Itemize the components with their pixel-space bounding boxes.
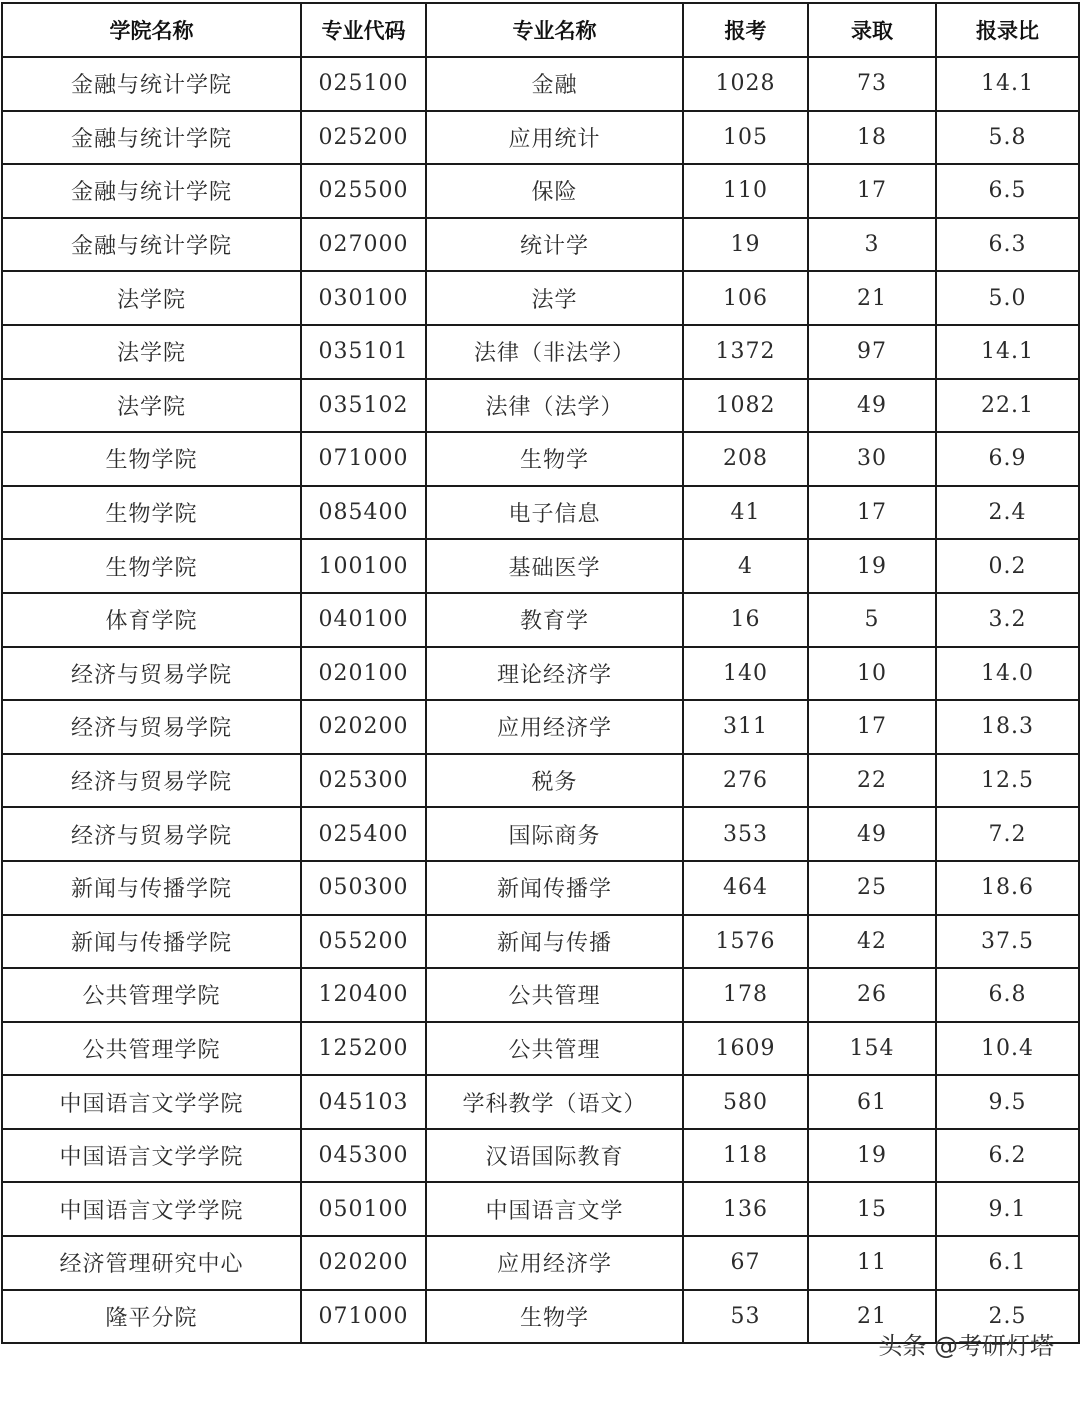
table-row <box>2 1022 1079 1076</box>
cell-admitted: 26 <box>808 968 936 1022</box>
cell-major-code: 020200 <box>301 1236 426 1290</box>
header-applicants: 报考 <box>683 3 808 57</box>
table-row <box>2 647 1079 701</box>
cell-major-name: 新闻与传播 <box>426 915 683 969</box>
cell-college: 中国语言文学学院 <box>2 1075 301 1129</box>
cell-major-name: 生物学 <box>426 1290 683 1344</box>
cell-applicants: 106 <box>683 271 808 325</box>
cell-admitted: 22 <box>808 754 936 808</box>
cell-admitted: 154 <box>808 1022 936 1076</box>
cell-ratio: 5.0 <box>936 271 1079 325</box>
cell-college: 金融与统计学院 <box>2 218 301 272</box>
cell-major-name: 教育学 <box>426 593 683 647</box>
cell-college: 体育学院 <box>2 593 301 647</box>
cell-applicants: 16 <box>683 593 808 647</box>
cell-ratio: 14.1 <box>936 57 1079 111</box>
cell-admitted: 19 <box>808 539 936 593</box>
cell-applicants: 178 <box>683 968 808 1022</box>
cell-applicants: 4 <box>683 539 808 593</box>
cell-admitted: 11 <box>808 1236 936 1290</box>
cell-major-name: 金融 <box>426 57 683 111</box>
cell-major-code: 030100 <box>301 271 426 325</box>
cell-college: 经济与贸易学院 <box>2 807 301 861</box>
cell-major-name: 保险 <box>426 164 683 218</box>
cell-major-name: 应用统计 <box>426 111 683 165</box>
cell-applicants: 53 <box>683 1290 808 1344</box>
table-row <box>2 968 1079 1022</box>
cell-major-code: 085400 <box>301 486 426 540</box>
cell-admitted: 21 <box>808 1290 936 1344</box>
table-row <box>2 1182 1079 1236</box>
table-row <box>2 1236 1079 1290</box>
header-ratio: 报录比 <box>936 3 1079 57</box>
cell-ratio: 9.5 <box>936 1075 1079 1129</box>
cell-applicants: 67 <box>683 1236 808 1290</box>
cell-major-name: 法律（非法学） <box>426 325 683 379</box>
cell-college: 法学院 <box>2 379 301 433</box>
cell-ratio: 18.6 <box>936 861 1079 915</box>
cell-ratio: 7.2 <box>936 807 1079 861</box>
cell-ratio: 18.3 <box>936 700 1079 754</box>
cell-applicants: 105 <box>683 111 808 165</box>
table-row <box>2 486 1079 540</box>
cell-major-code: 025400 <box>301 807 426 861</box>
cell-applicants: 1609 <box>683 1022 808 1076</box>
cell-college: 中国语言文学学院 <box>2 1129 301 1183</box>
cell-major-code: 035101 <box>301 325 426 379</box>
cell-college: 经济管理研究中心 <box>2 1236 301 1290</box>
cell-ratio: 22.1 <box>936 379 1079 433</box>
cell-applicants: 140 <box>683 647 808 701</box>
cell-major-name: 理论经济学 <box>426 647 683 701</box>
cell-major-name: 公共管理 <box>426 968 683 1022</box>
cell-admitted: 17 <box>808 486 936 540</box>
cell-applicants: 353 <box>683 807 808 861</box>
cell-major-code: 040100 <box>301 593 426 647</box>
table-row <box>2 593 1079 647</box>
cell-applicants: 110 <box>683 164 808 218</box>
cell-college: 生物学院 <box>2 539 301 593</box>
cell-college: 中国语言文学学院 <box>2 1182 301 1236</box>
cell-applicants: 208 <box>683 432 808 486</box>
cell-admitted: 21 <box>808 271 936 325</box>
cell-major-code: 025200 <box>301 111 426 165</box>
cell-ratio: 2.5 <box>936 1290 1079 1344</box>
table-row <box>2 754 1079 808</box>
cell-college: 金融与统计学院 <box>2 164 301 218</box>
cell-major-name: 税务 <box>426 754 683 808</box>
cell-major-name: 应用经济学 <box>426 1236 683 1290</box>
table-row <box>2 432 1079 486</box>
cell-college: 公共管理学院 <box>2 1022 301 1076</box>
cell-major-code: 027000 <box>301 218 426 272</box>
cell-ratio: 5.8 <box>936 111 1079 165</box>
cell-admitted: 97 <box>808 325 936 379</box>
cell-applicants: 311 <box>683 700 808 754</box>
cell-major-name: 中国语言文学 <box>426 1182 683 1236</box>
cell-major-name: 法律（法学） <box>426 379 683 433</box>
cell-admitted: 25 <box>808 861 936 915</box>
cell-major-name: 电子信息 <box>426 486 683 540</box>
cell-admitted: 10 <box>808 647 936 701</box>
table-row <box>2 1075 1079 1129</box>
header-admitted: 录取 <box>808 3 936 57</box>
cell-major-name: 学科教学（语文） <box>426 1075 683 1129</box>
cell-ratio: 37.5 <box>936 915 1079 969</box>
cell-admitted: 19 <box>808 1129 936 1183</box>
cell-major-code: 071000 <box>301 432 426 486</box>
cell-ratio: 2.4 <box>936 486 1079 540</box>
table-row <box>2 1129 1079 1183</box>
cell-major-code: 120400 <box>301 968 426 1022</box>
cell-ratio: 6.8 <box>936 968 1079 1022</box>
table-row <box>2 700 1079 754</box>
cell-applicants: 276 <box>683 754 808 808</box>
cell-college: 经济与贸易学院 <box>2 700 301 754</box>
cell-admitted: 3 <box>808 218 936 272</box>
cell-ratio: 6.9 <box>936 432 1079 486</box>
cell-major-name: 生物学 <box>426 432 683 486</box>
watermark: 头条 @考研灯塔 <box>878 1332 1054 1360</box>
cell-ratio: 6.5 <box>936 164 1079 218</box>
cell-applicants: 41 <box>683 486 808 540</box>
cell-major-code: 045103 <box>301 1075 426 1129</box>
cell-major-name: 汉语国际教育 <box>426 1129 683 1183</box>
cell-college: 经济与贸易学院 <box>2 647 301 701</box>
cell-major-code: 100100 <box>301 539 426 593</box>
cell-major-code: 025500 <box>301 164 426 218</box>
cell-college: 法学院 <box>2 325 301 379</box>
cell-admitted: 17 <box>808 164 936 218</box>
table-row <box>2 379 1079 433</box>
cell-applicants: 1028 <box>683 57 808 111</box>
cell-admitted: 61 <box>808 1075 936 1129</box>
cell-major-code: 050300 <box>301 861 426 915</box>
table-row <box>2 271 1079 325</box>
header-college: 学院名称 <box>2 3 301 57</box>
cell-major-code: 025100 <box>301 57 426 111</box>
cell-ratio: 14.0 <box>936 647 1079 701</box>
cell-major-code: 071000 <box>301 1290 426 1344</box>
cell-admitted: 49 <box>808 379 936 433</box>
cell-college: 经济与贸易学院 <box>2 754 301 808</box>
cell-ratio: 6.2 <box>936 1129 1079 1183</box>
cell-ratio: 9.1 <box>936 1182 1079 1236</box>
cell-college: 金融与统计学院 <box>2 111 301 165</box>
cell-college: 金融与统计学院 <box>2 57 301 111</box>
cell-college: 隆平分院 <box>2 1290 301 1344</box>
cell-ratio: 3.2 <box>936 593 1079 647</box>
cell-ratio: 12.5 <box>936 754 1079 808</box>
table-row <box>2 57 1079 111</box>
cell-college: 新闻与传播学院 <box>2 915 301 969</box>
cell-applicants: 118 <box>683 1129 808 1183</box>
cell-major-name: 新闻传播学 <box>426 861 683 915</box>
cell-ratio: 10.4 <box>936 1022 1079 1076</box>
cell-ratio: 6.3 <box>936 218 1079 272</box>
cell-major-code: 020100 <box>301 647 426 701</box>
cell-major-name: 统计学 <box>426 218 683 272</box>
cell-applicants: 1372 <box>683 325 808 379</box>
table-row <box>2 807 1079 861</box>
cell-college: 法学院 <box>2 271 301 325</box>
cell-college: 新闻与传播学院 <box>2 861 301 915</box>
table-row <box>2 164 1079 218</box>
cell-major-name: 法学 <box>426 271 683 325</box>
cell-college: 公共管理学院 <box>2 968 301 1022</box>
cell-major-name: 应用经济学 <box>426 700 683 754</box>
cell-admitted: 15 <box>808 1182 936 1236</box>
cell-major-code: 045300 <box>301 1129 426 1183</box>
cell-college: 生物学院 <box>2 432 301 486</box>
cell-college: 生物学院 <box>2 486 301 540</box>
cell-major-name: 国际商务 <box>426 807 683 861</box>
cell-major-code: 035102 <box>301 379 426 433</box>
cell-major-code: 125200 <box>301 1022 426 1076</box>
cell-applicants: 136 <box>683 1182 808 1236</box>
cell-major-name: 公共管理 <box>426 1022 683 1076</box>
cell-admitted: 73 <box>808 57 936 111</box>
cell-admitted: 18 <box>808 111 936 165</box>
header-major-name: 专业名称 <box>426 3 683 57</box>
cell-major-code: 025300 <box>301 754 426 808</box>
cell-applicants: 580 <box>683 1075 808 1129</box>
header-major-code: 专业代码 <box>301 3 426 57</box>
cell-applicants: 19 <box>683 218 808 272</box>
cell-ratio: 14.1 <box>936 325 1079 379</box>
cell-applicants: 464 <box>683 861 808 915</box>
table-row <box>2 915 1079 969</box>
table-row <box>2 861 1079 915</box>
header-row <box>2 3 1079 57</box>
table-row <box>2 111 1079 165</box>
cell-ratio: 6.1 <box>936 1236 1079 1290</box>
cell-admitted: 49 <box>808 807 936 861</box>
cell-applicants: 1576 <box>683 915 808 969</box>
cell-major-code: 050100 <box>301 1182 426 1236</box>
cell-major-code: 055200 <box>301 915 426 969</box>
table-row <box>2 539 1079 593</box>
cell-admitted: 17 <box>808 700 936 754</box>
admissions-table <box>1 2 1080 1344</box>
cell-ratio: 0.2 <box>936 539 1079 593</box>
cell-admitted: 30 <box>808 432 936 486</box>
cell-admitted: 42 <box>808 915 936 969</box>
table-row <box>2 218 1079 272</box>
cell-admitted: 5 <box>808 593 936 647</box>
cell-applicants: 1082 <box>683 379 808 433</box>
cell-major-code: 020200 <box>301 700 426 754</box>
cell-major-name: 基础医学 <box>426 539 683 593</box>
table-row <box>2 325 1079 379</box>
